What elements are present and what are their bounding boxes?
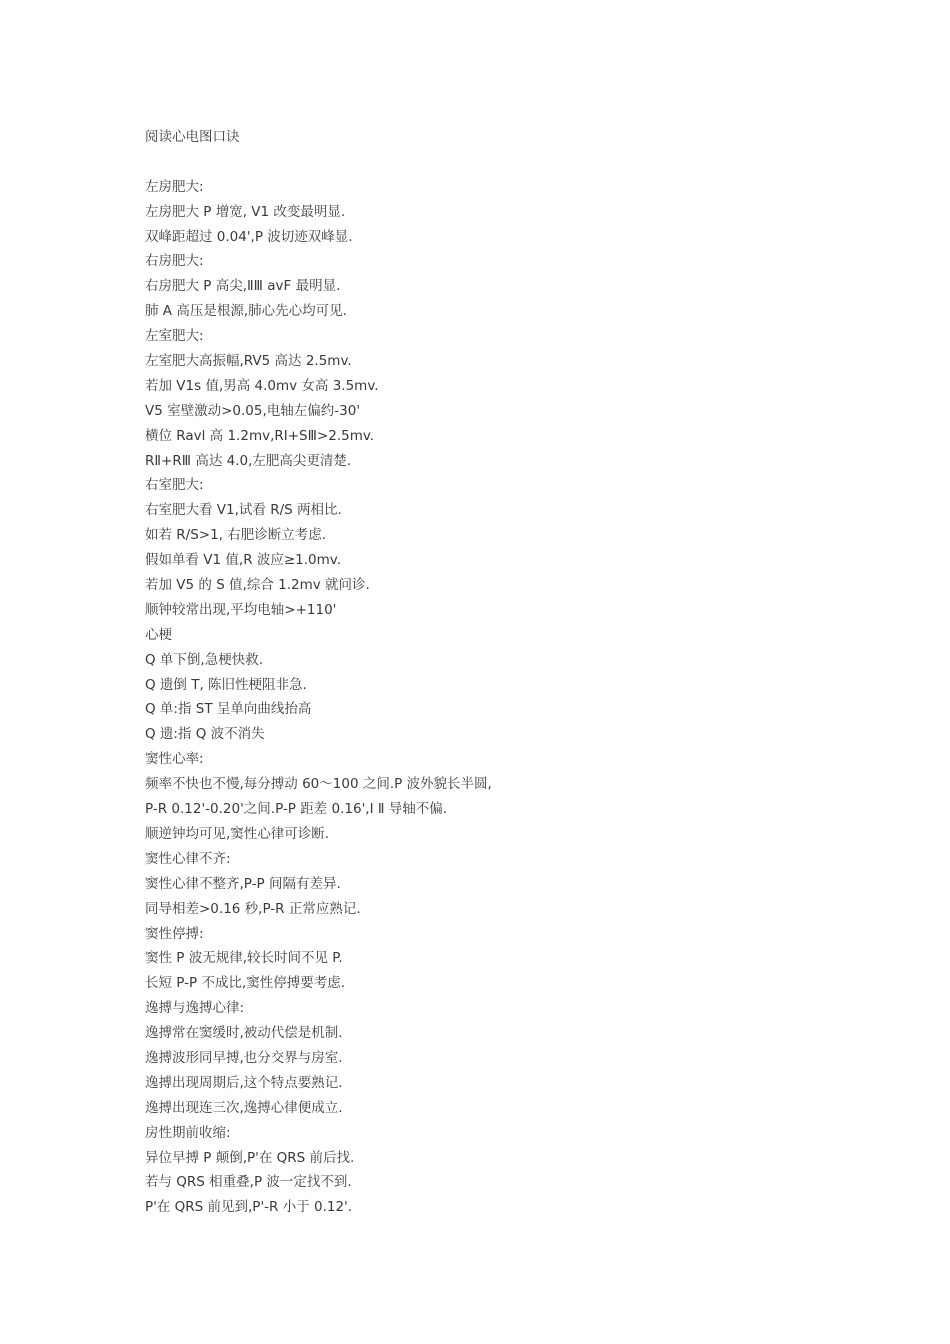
text-line: 右房肥大 P 高尖,ⅡⅢ avF 最明显. <box>145 278 341 295</box>
text-line: 右房肥大: <box>145 253 204 270</box>
text-line: Q 遗:指 Q 波不消失 <box>145 726 265 743</box>
text-line: 左房肥大: <box>145 178 204 195</box>
text-line: P-R 0.12'-0.20'之间.P-P 距差 0.16',Ⅰ Ⅱ 导轴不偏. <box>145 801 448 818</box>
text-line: 若加 V5 的 S 值,综合 1.2mv 就问诊. <box>145 577 370 594</box>
document-page <box>145 125 905 1220</box>
text-line: 若加 V1s 值,男高 4.0mv 女高 3.5mv. <box>145 377 379 394</box>
text-line: Q 单下倒,急梗快救. <box>145 651 263 668</box>
text-line: 窦性心律不整齐,P-P 间隔有差异. <box>145 875 341 892</box>
text-line: 逸搏波形同早搏,也分交界与房室. <box>145 1049 343 1066</box>
text-line: 长短 P-P 不成比,窦性停搏要考虑. <box>145 975 346 992</box>
text-line: 顺钟较常出现,平均电轴>+110' <box>145 601 337 618</box>
text-line: 窦性心律不齐: <box>145 850 231 867</box>
text-line: 右室肥大看 V1,试看 R/S 两相比. <box>145 502 342 519</box>
text-line: 同导相差>0.16 秒,P-R 正常应熟记. <box>145 900 361 917</box>
text-line: 若与 QRS 相重叠,P 波一定找不到. <box>145 1174 352 1191</box>
text-line: 逸搏出现周期后,这个特点要熟记. <box>145 1074 343 1091</box>
text-line: Q 遗倒 T, 陈旧性梗阻非急. <box>145 676 307 693</box>
text-line: 顺逆钟均可见,窦性心律可诊断. <box>145 825 330 842</box>
text-line: P'在 QRS 前见到,P'-R 小于 0.12'. <box>145 1199 353 1216</box>
text-line: 频率不快也不慢,每分搏动 60～100 之间.P 波外貌长半圆, <box>145 776 492 793</box>
text-line: Q 单:指 ST 呈单向曲线抬高 <box>145 701 312 718</box>
text-line: 横位 Ravl 高 1.2mv,RⅠ+SⅢ>2.5mv. <box>145 427 375 444</box>
document-title: 阅读心电图口诀 <box>145 129 240 145</box>
document-body <box>145 175 905 1220</box>
text-line: RⅡ+RⅢ 高达 4.0,左肥高尖更清楚. <box>145 452 352 469</box>
text-line: 双峰距超过 0.04',P 波切迹双峰显. <box>145 228 353 245</box>
text-line: 肺 A 高压是根源,肺心先心均可见. <box>145 303 347 320</box>
text-line: 右室肥大: <box>145 477 204 494</box>
text-line: 心梗 <box>145 626 172 643</box>
text-line: 逸搏常在窦缓时,被动代偿是机制. <box>145 1025 343 1042</box>
text-line: 窦性心率: <box>145 751 204 768</box>
text-line: 异位早搏 P 颠倒,P'在 QRS 前后找. <box>145 1149 355 1166</box>
text-line: 逸搏与逸搏心律: <box>145 1000 245 1017</box>
text-line: 左室肥大高振幅,RV5 高达 2.5mv. <box>145 353 352 370</box>
text-line: 窦性 P 波无规律,较长时间不见 P. <box>145 950 343 967</box>
text-line: 逸搏出现连三次,逸搏心律便成立. <box>145 1099 343 1116</box>
text-line: 假如单看 V1 值,R 波应≥1.0mv. <box>145 552 342 569</box>
text-line: 如若 R/S>1, 右肥诊断立考虑. <box>145 527 327 544</box>
text-line: V5 室壁激动>0.05,电轴左偏约-30' <box>145 402 361 419</box>
text-line: 左房肥大 P 增宽, V1 改变最明显. <box>145 203 346 220</box>
text-line: 窦性停搏: <box>145 925 204 942</box>
text-line: 房性期前收缩: <box>145 1124 231 1141</box>
text-line: 左室肥大: <box>145 328 204 345</box>
